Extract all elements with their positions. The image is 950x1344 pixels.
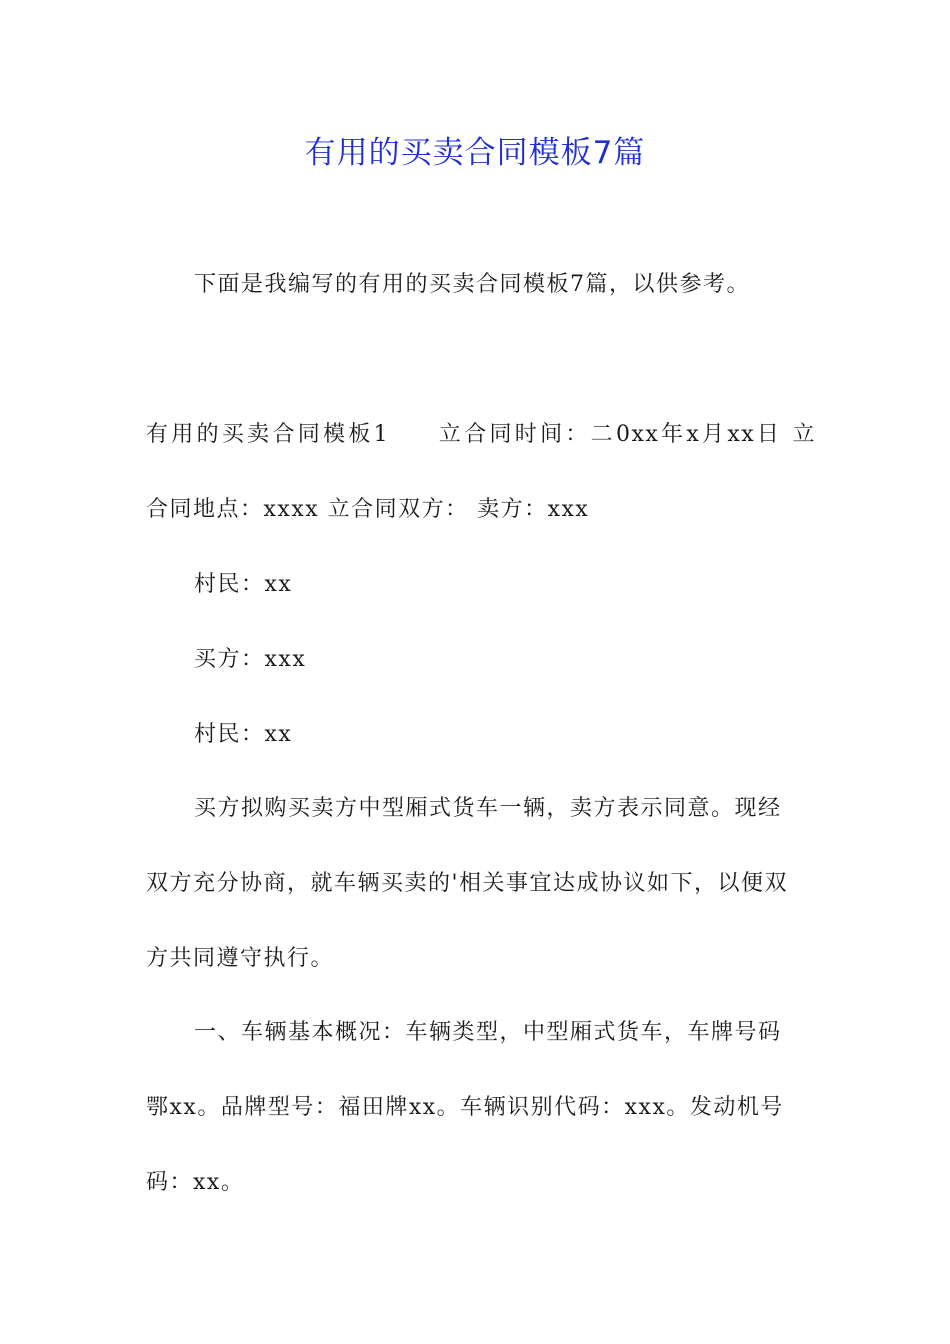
contract-place-line: 合同地点：xxxx 立合同双方： 卖方：xxx	[146, 497, 590, 522]
contract-date-text: 立合同时间：二0xx年x月xx日 立	[437, 422, 817, 447]
paragraph-1-line-3: 方共同遵守执行。	[146, 946, 335, 971]
seller-village-line: 村民：xx	[194, 572, 293, 597]
section-1-first-line	[146, 418, 816, 452]
buyer-line: 买方：xxx	[194, 647, 307, 672]
document-title: 有用的买卖合同模板7篇	[304, 135, 646, 171]
paragraph-2-line-3: 码：xx。	[146, 1170, 245, 1195]
paragraph-1-line-1: 买方拟购买卖方中型厢式货车一辆，卖方表示同意。现经	[194, 796, 782, 821]
paragraph-2-line-2: 鄂xx。品牌型号：福田牌xx。车辆识别代码：xxx。发动机号	[146, 1095, 784, 1120]
section-1-heading: 有用的买卖合同模板1	[146, 422, 390, 447]
buyer-village-line: 村民：xx	[194, 722, 293, 747]
intro-paragraph: 下面是我编写的有用的买卖合同模板7篇，以供参考。	[194, 272, 750, 297]
paragraph-1-line-2: 双方充分协商，就车辆买卖的'相关事宜达成协议如下，以便双	[146, 871, 789, 896]
paragraph-2-line-1: 一、车辆基本概况：车辆类型，中型厢式货车，车牌号码	[194, 1020, 782, 1045]
